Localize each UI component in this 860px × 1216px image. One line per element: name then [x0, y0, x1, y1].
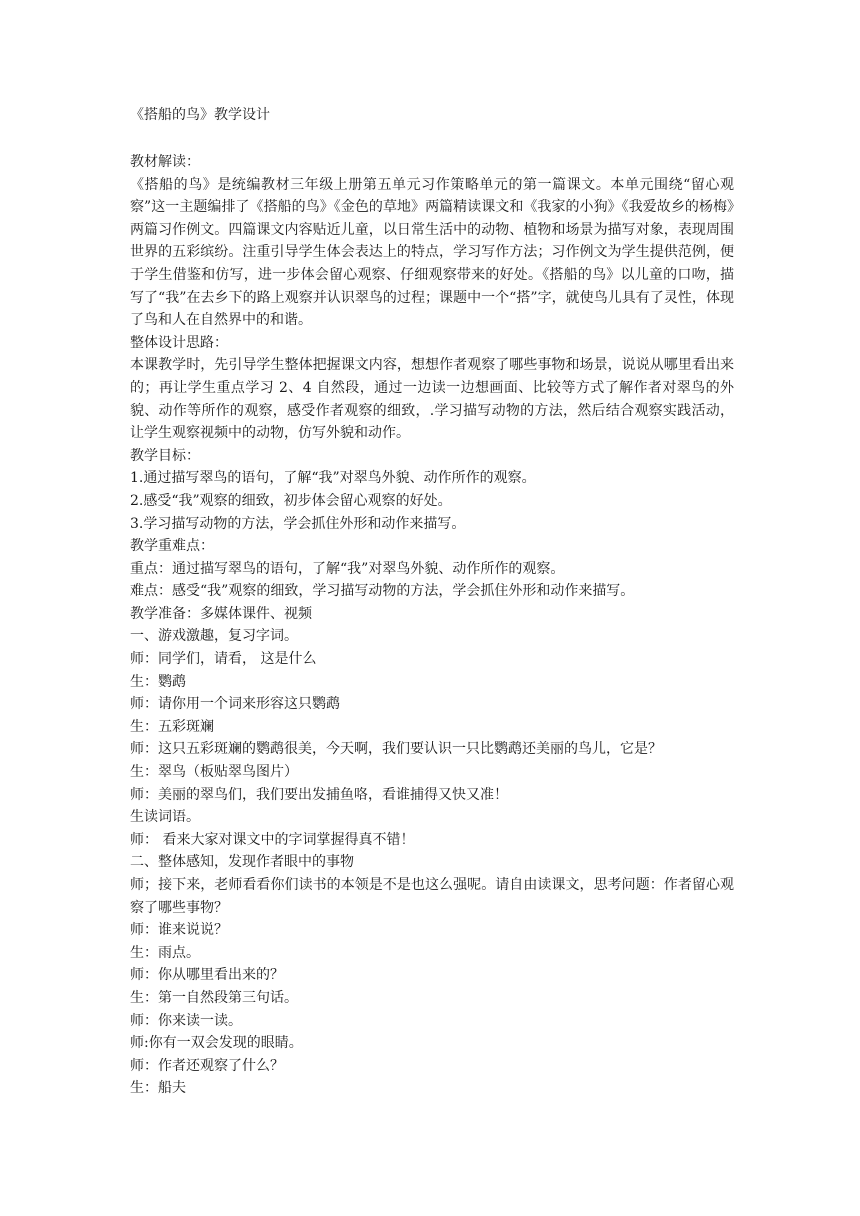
keypoint-item: 难点：感受“我”观察的细致，学习描写动物的方法，学会抓住外形和动作来描写。 — [130, 583, 635, 600]
paragraph-design: 本课教学时，先引导学生整体把握课文内容，想想作者观察了哪些事物和场景，说说从哪里看出来的；再让学生重点学习 2、4 自然段，通过一边读一边想画面、比较等方式了解作者对翠鸟的外貌、动作等所作的观察，感受作者观察的细致，.学习描写动物的方法，然后结合观察实践活动，让学生观察视频中的动物，仿写外貌和动作。 — [130, 357, 734, 442]
section-heading-textbook: 教材解读： — [130, 154, 200, 170]
section-heading-goals: 教学目标： — [130, 447, 200, 464]
dialogue-line: 生：翠鸟（板贴翠鸟图片） — [130, 764, 298, 781]
dialogue-line: 师：谁来说说？ — [130, 922, 228, 939]
keypoint-item: 重点：通过描写翠鸟的语句，了解“我”对翠鸟外貌、动作所作的观察。 — [130, 560, 565, 577]
goal-item: 3.学习描写动物的方法，学会抓住外形和动作来描写。 — [130, 515, 466, 532]
preparation-line: 教学准备：多媒体课件、视频 — [130, 605, 312, 622]
dialogue-line: 生：第一自然段第三句话。 — [130, 989, 298, 1006]
dialogue-line: 师：请你用一个词来形容这只鹦鹉 — [130, 696, 340, 713]
dialogue-line: 师：你从哪里看出来的？ — [130, 967, 284, 984]
dialogue-line: 师：美丽的翠鸟们，我们要出发捕鱼咯，看谁捕得又快又准！ — [130, 786, 508, 803]
dialogue-line: 生读词语。 — [130, 809, 200, 826]
dialogue-line: 师：作者还观察了什么？ — [130, 1057, 284, 1074]
goal-item: 2.感受“我”观察的细致，初步体会留心观察的好处。 — [130, 492, 452, 509]
dialogue-line: 生：雨点。 — [130, 944, 200, 961]
section-heading-part-two: 二、整体感知，发现作者眼中的事物 — [130, 854, 354, 871]
document-page — [130, 103, 734, 1100]
section-heading-keypoints: 教学重难点： — [130, 538, 214, 555]
section-heading-design: 整体设计思路： — [130, 334, 228, 351]
paragraph-textbook-analysis: 《搭船的鸟》是统编教材三年级上册第五单元习作策略单元的第一篇课文。本单元围绕“留心观察”这一主题编排了《搭船的鸟》《金色的草地》两篇精读课文和《我家的小狗》《我爱故乡的杨梅》两篇习作例文。四篇课文内容贴近儿童，以日常生活中的动物、植物和场景为描写对象，表现周围世界的五彩缤纷。注重引导学生体会表达上的特点，学习写作方法；习作例文为学生提供范例，便于学生借鉴和仿写，进一步体会留心观察、仔细观察带来的好处。《搭船的鸟》以儿童的口吻，描写了“我”在去乡下的路上观察并认识翠鸟的过程；课题中一个“搭”字，就使鸟儿具有了灵性，体现了鸟和人在自然界中的和谐。 — [130, 176, 734, 329]
dialogue-line: 生：五彩斑斓 — [130, 718, 214, 735]
dialogue-line: 生：鹦鹉 — [130, 673, 186, 690]
dialogue-line: 生：船夫 — [130, 1080, 186, 1097]
dialogue-line: 师:你有一双会发现的眼睛。 — [130, 1035, 303, 1052]
dialogue-line: 师：你来读一读。 — [130, 1012, 242, 1029]
dialogue-line: 师；接下来，老师看看你们读书的本领是不是也这么强呢。请自由读课文，思考问题：作者留心观察了哪些事物？ — [130, 877, 734, 916]
dialogue-line: 师： 看来大家对课文中的字词掌握得真不错！ — [130, 831, 415, 848]
document-body — [130, 151, 734, 1100]
goal-item: 1.通过描写翠鸟的语句，了解“我”对翠鸟外貌、动作所作的观察。 — [130, 470, 536, 487]
document-title: 《搭船的鸟》教学设计 — [130, 107, 270, 123]
section-heading-part-one: 一、游戏激趣，复习字词。 — [130, 628, 298, 645]
dialogue-line: 师：同学们，请看， 这是什么 — [130, 651, 317, 668]
dialogue-line: 师：这只五彩斑斓的鹦鹉很美，今天啊，我们要认识一只比鹦鹉还美丽的鸟儿，它是？ — [130, 741, 662, 758]
